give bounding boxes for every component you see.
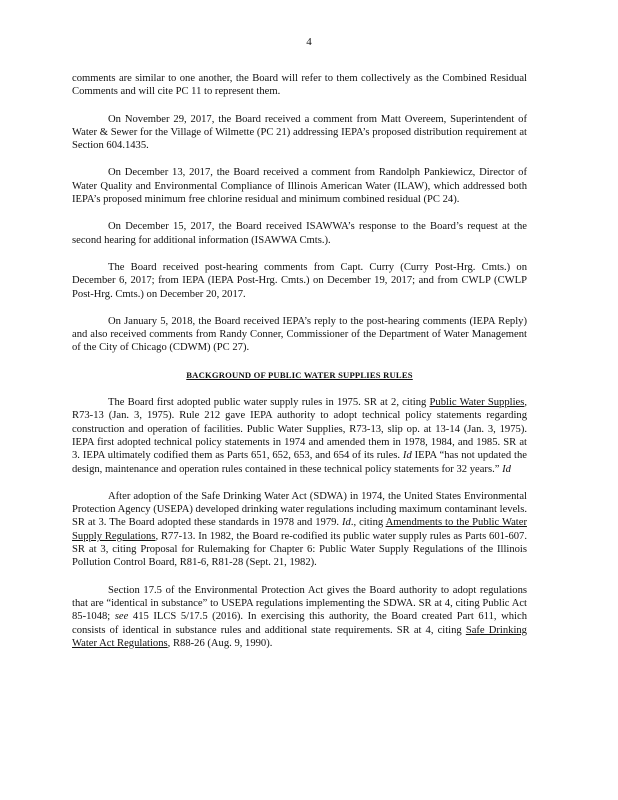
- paragraph-sdwa-adoption: After adoption of the Safe Drinking Water Act (SDWA) in 1974, the United States Environmental Protection Agency (USEPA) developed drinking water regulations including maximum contaminant levels. SR at 3. The Board adopted these standards in 1978 and 1979. Id., citing Amendments to the Public Water Supply Regulations, R77-13. In 1982, the Board re-codified its public water supply rules as Parts 601-607. SR at 3, citing Proposal for Rulemaking for Chapter 6: Public Water Supply Regulations of the Illinois Pollution Control Board, R81-6, R81-28 (Sept. 21, 1982).: [72, 490, 527, 569]
- paragraph-isawwa-response: On December 15, 2017, the Board received ISAWWA’s response to the Board’s request at the second hearing for additional information (ISAWWA Cmts.).: [72, 221, 527, 246]
- citation-sdwa-regulations: Safe Drinking Water Act Regulations: [72, 624, 527, 649]
- section-heading: BACKGROUND OF PUBLIC WATER SUPPLIES RULES: [186, 369, 413, 380]
- paragraph-iepa-reply: On January 5, 2018, the Board received IEPA’s reply to the post-hearing comments (IEPA Reply) and also received comments from Randy Conner, Commissioner of the Department of Water Management of the City of Chicago (CDWM) (PC 27).: [72, 315, 527, 354]
- document-body: [72, 72, 527, 664]
- paragraph-section-17-5: Section 17.5 of the Environmental Protection Act gives the Board authority to adopt regulations that are “identical in substance” to USEPA regulations implementing the SDWA. SR at 4, citing Public Act 85-1048; see 415 ILCS 5/17.5 (2016). In exercising this authority, the Board created Part 611, which consists of identical in substance rules and additional state requirements. SR at 4, citing Safe Drinking Water Act Regulations, R88-26 (Aug. 9, 1990).: [72, 584, 527, 649]
- paragraph-continued: comments are similar to one another, the Board will refer to them collectively as the Combined Residual Comments and will cite PC 11 to represent them.: [72, 73, 527, 98]
- page-number: 4: [306, 36, 312, 48]
- paragraph-ilaw-comment: On December 13, 2017, the Board received a comment from Randolph Pankiewicz, Director of Water Quality and Environmental Compliance of Illinois American Water (ILAW), which addressed both IEPA’s proposed minimum free chlorine residual and minimum combined residual (PC 24).: [72, 167, 527, 206]
- paragraph-wilmette-comment: On November 29, 2017, the Board received a comment from Matt Overeem, Superintendent of Water & Sewer for the Village of Wilmette (PC 21) addressing IEPA’s proposed distribution requirement at Section 604.1435.: [72, 113, 527, 152]
- citation-amendments: Amendments to the Public Water Supply Regulations: [72, 517, 527, 542]
- citation-public-water-supplies: Public Water Supplies: [429, 397, 525, 409]
- paragraph-post-hearing-comments: The Board received post-hearing comments from Capt. Curry (Curry Post-Hrg. Cmts.) on December 6, 2017; from IEPA (IEPA Post-Hrg. Cmts.) on December 19, 2017; and from CWLP (CWLP Post-Hrg. Cmts.) on December 20, 2017.: [72, 261, 527, 300]
- paragraph-rules-history: The Board first adopted public water supply rules in 1975. SR at 2, citing Public Water Supplies, R73-13 (Jan. 3, 1975). Rule 212 gave IEPA authority to adopt technical policy statements regarding construction and operation of facilities. Public Water Supplies, R73-13, slip op. at 13-14 (Jan. 3, 1975). IEPA first adopted technical policy statements in 1974 and amended them in 1978, 1984, and 1985. SR at 3. IEPA ultimately codified them as Parts 651, 652, 653, and 654 of its rules. Id IEPA “has not updated the design, maintenance and operation rules contained in these technical policy statements for 32 years.” Id: [72, 397, 527, 475]
